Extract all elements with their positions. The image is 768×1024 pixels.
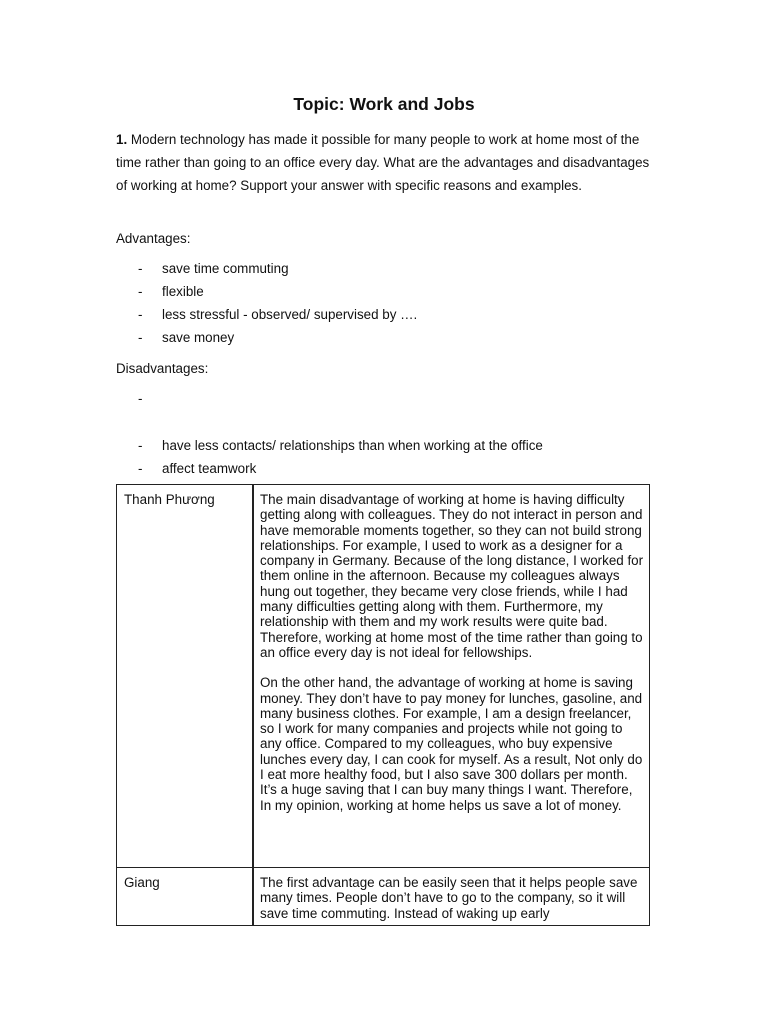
question-number: 1. bbox=[116, 132, 128, 147]
disadvantage-item: - bbox=[138, 391, 143, 406]
table-row-text bbox=[260, 875, 646, 936]
question-text: Modern technology has made it possible for many people to work at home most of the time rather than going to an office every day. What are the advantages and disadvantages of working at home? Support your answer with specific reasons and examples. bbox=[116, 132, 650, 194]
paragraph: The main disadvantage of working at home is having difficulty getting along with colleagues. They do not interact in person and have memorable moments together, so they can not build strong relationships. For example, I used to work as a designer for a company in Germany. Because of the long distance, I worked for them online in the afternoon. Because my colleagues always hung out together, they became very close friends, while I had many difficulties getting along with them. Furthermore, my relationship with them and my work results were quite bad. Therefore, working at home most of the time rather than going to an office every day is not ideal for fellowships. bbox=[260, 492, 644, 660]
disadvantages-label: Disadvantages: bbox=[116, 361, 209, 376]
question-prompt bbox=[116, 128, 656, 198]
paragraph: The first advantage can be easily seen that it helps people save many times. People don’t have to go to the company, so it will save time commuting. Instead of waking up early bbox=[260, 875, 638, 921]
disadvantage-item: - have less contacts/ relationships than when working at the office bbox=[138, 438, 543, 453]
advantage-item: - less stressful - observed/ supervised by …. bbox=[138, 307, 418, 322]
table-row-divider bbox=[117, 867, 649, 868]
table-row-text bbox=[260, 492, 646, 828]
paragraph: On the other hand, the advantage of working at home is saving money. They don’t have to pay money for lunches, gasoline, and many business clothes. For example, I am a design freelancer, so I work for many companies and projects while not going to any office. Compared to my colleagues, who buy expensive lunches every day, I can cook for myself. As a result, Not only do I eat more healthy food, but I also save 300 dollars per month. It’s a huge saving that I can buy many things I want. Therefore, In my opinion, working at home helps us save a lot of money. bbox=[260, 675, 643, 813]
advantage-item: - flexible bbox=[138, 284, 204, 299]
table-row-name: Thanh Phương bbox=[124, 492, 215, 507]
advantage-item: - save time commuting bbox=[138, 261, 289, 276]
table-column-divider bbox=[252, 485, 254, 925]
disadvantage-item: - affect teamwork bbox=[138, 461, 257, 476]
page-title: Topic: Work and Jobs bbox=[293, 94, 475, 114]
table-row-name: Giang bbox=[124, 875, 160, 890]
responses-table bbox=[116, 484, 650, 926]
advantages-label: Advantages: bbox=[116, 231, 191, 246]
advantage-item: - save money bbox=[138, 330, 235, 345]
